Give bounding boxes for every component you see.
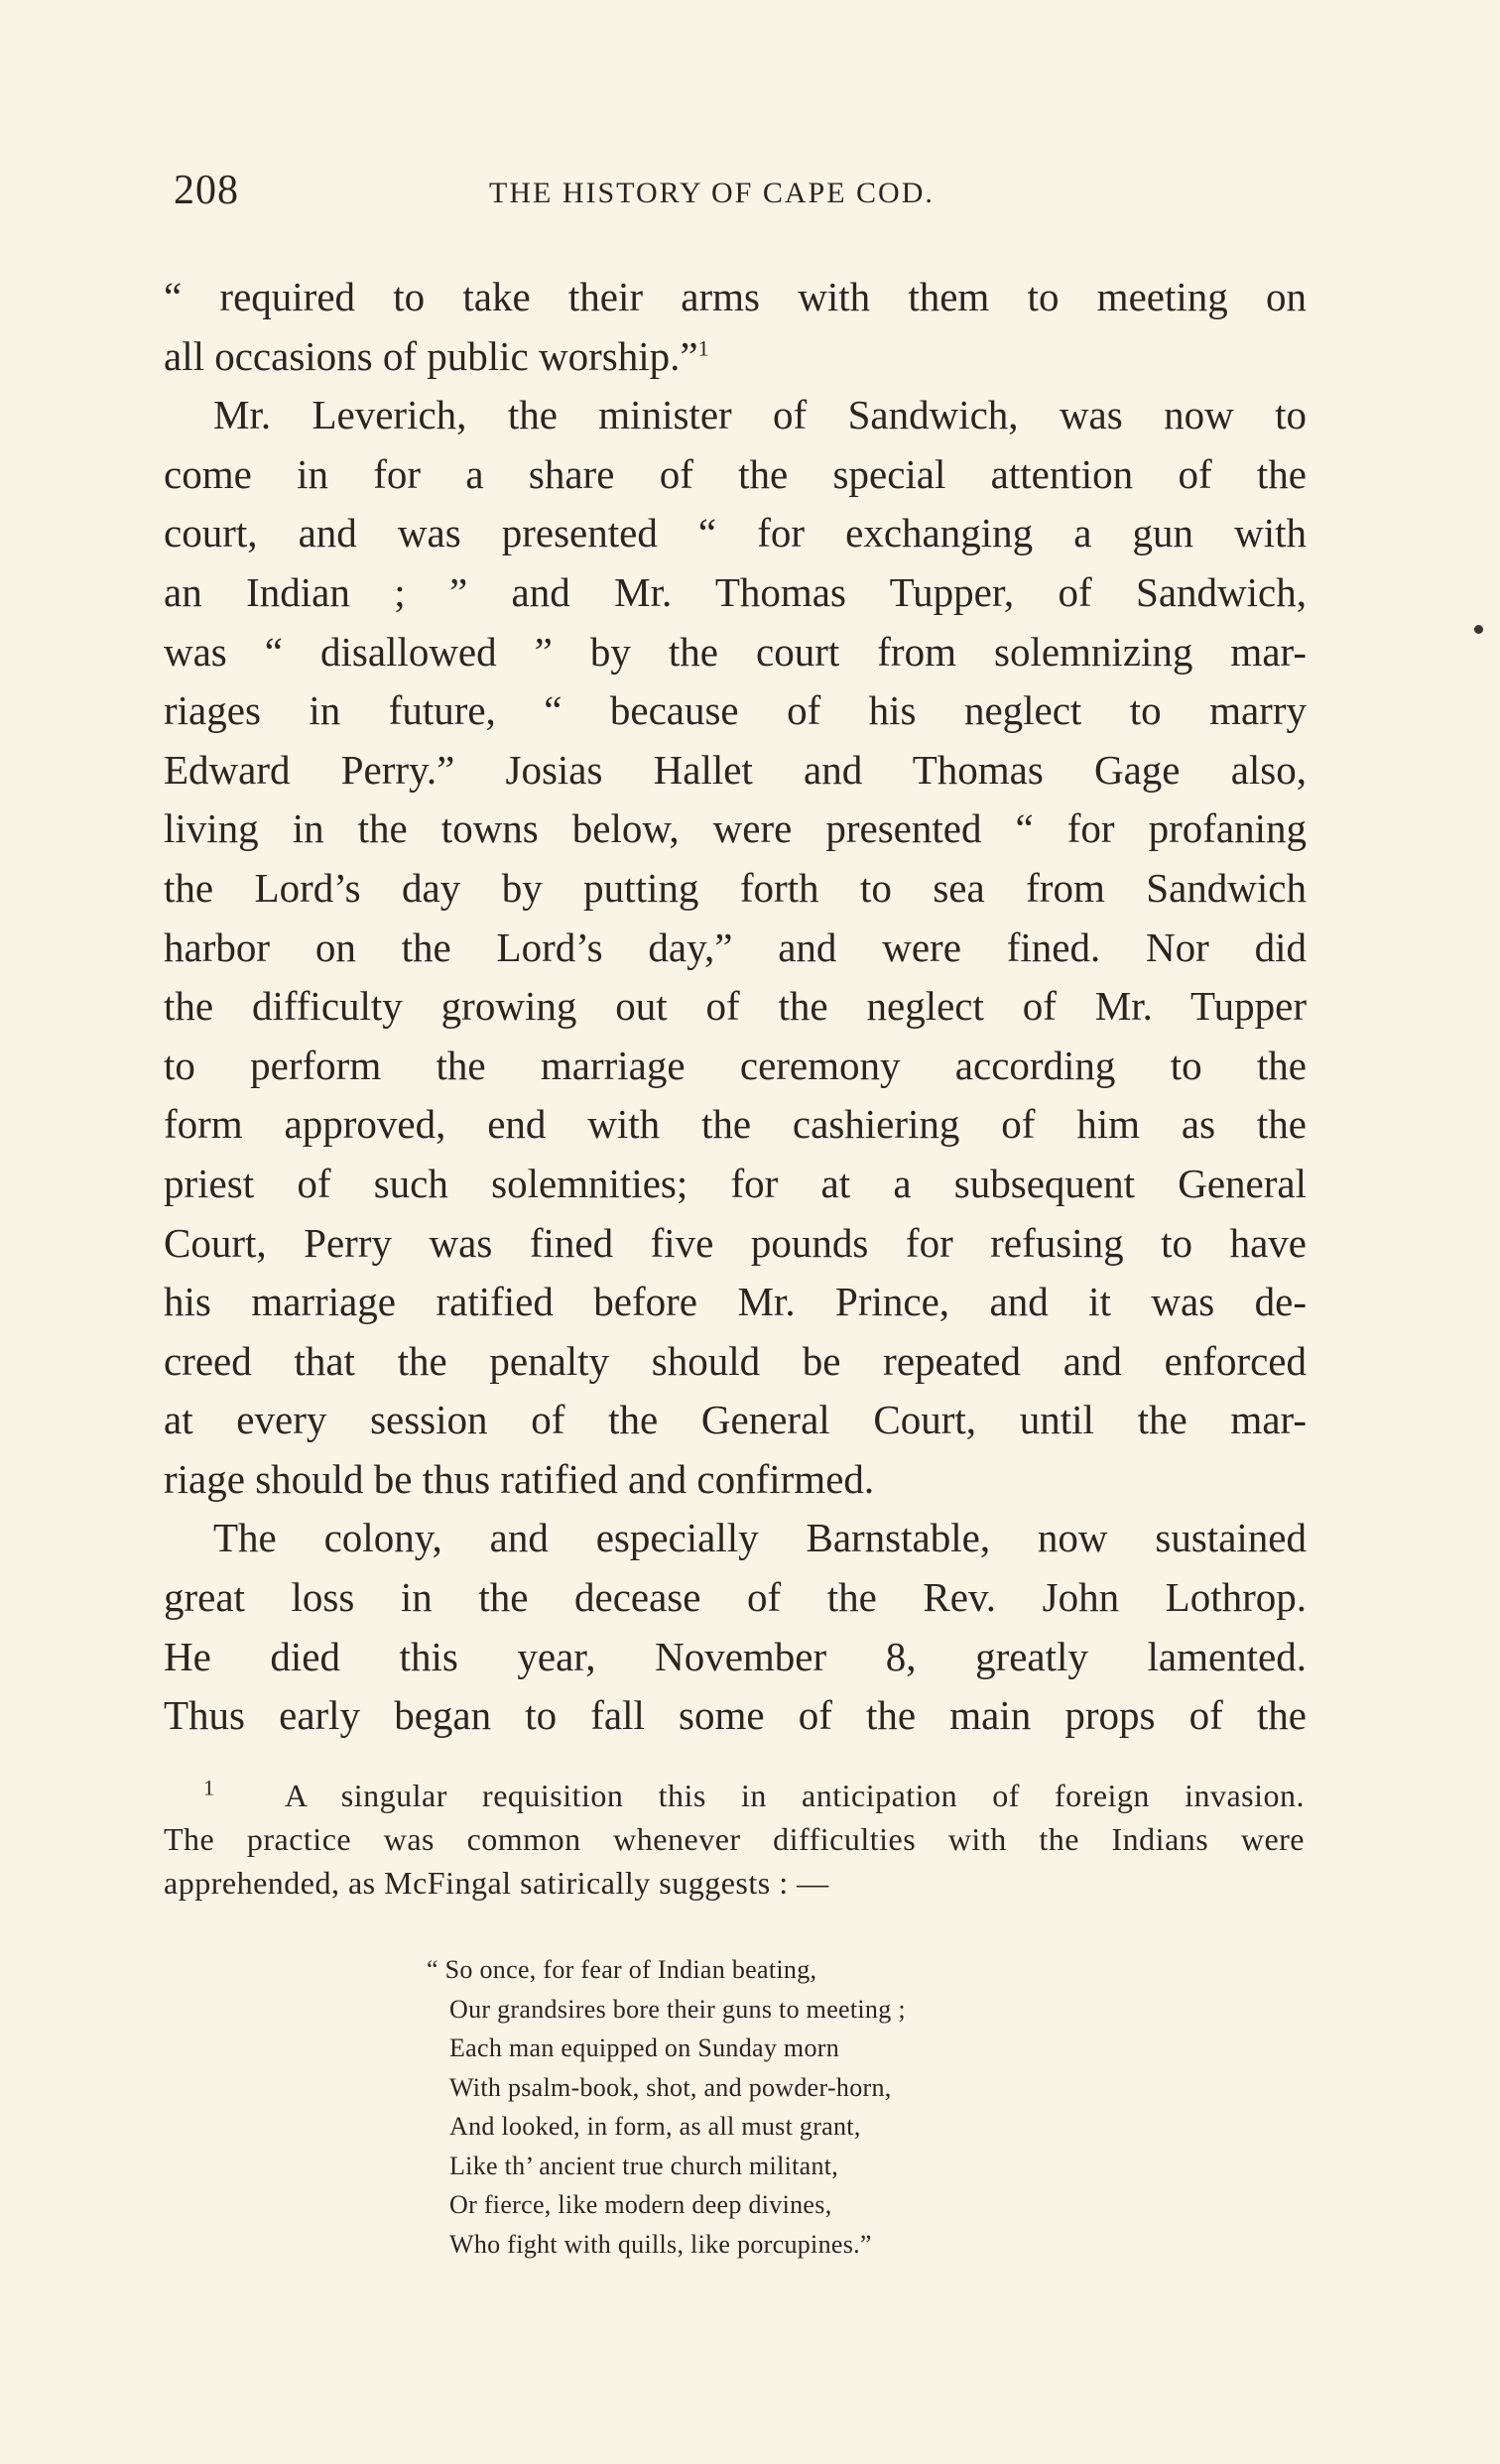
poem-line: Or fierce, like modern deep divines, — [449, 2190, 832, 2219]
body-line: He died this year, November 8, greatly lamented. — [164, 1633, 1307, 1679]
body-line: Edward Perry.” Josias Hallet and Thomas Gage also, — [164, 746, 1307, 793]
ink-speck — [1474, 625, 1483, 634]
footnote — [164, 1774, 1305, 1905]
body-line: living in the towns below, were presented “ for profaning — [164, 805, 1307, 852]
poem-line: And looked, in form, as all must grant, — [449, 2112, 861, 2141]
footnote-text: A singular requisition this in anticipation of foreign invasion. — [284, 1778, 1306, 1813]
body-line: The colony, and especially Barnstable, now sustained — [213, 1515, 1307, 1561]
body-line: Mr. Leverich, the minister of Sandwich, was now to — [213, 392, 1307, 438]
running-head: THE HISTORY OF CAPE COD. — [489, 177, 935, 209]
poem-line: Our grandsires bore their guns to meeting ; — [449, 1994, 906, 2024]
footnote-marker: 1 — [203, 1775, 215, 1800]
body-line: riages in future, “ because of his neglect to marry — [164, 687, 1307, 734]
poem-line: “ So once, for fear of Indian beating, — [427, 1955, 817, 1984]
footnote-line — [164, 1774, 1305, 1817]
body-line: harbor on the Lord’s day,” and were fined. Nor did — [164, 924, 1307, 970]
body-line: an Indian ; ” and Mr. Thomas Tupper, of Sandwich, — [164, 568, 1307, 615]
body-line: his marriage ratified before Mr. Prince, and it was de- — [164, 1279, 1307, 1325]
body-line: court, and was presented “ for exchanging a gun with — [164, 510, 1307, 556]
body-line: great loss in the decease of the Rev. John Lothrop. — [164, 1574, 1307, 1621]
body-line: come in for a share of the special attention of the — [164, 450, 1307, 497]
body-line — [164, 327, 1307, 387]
footnote-reference: 1 — [697, 334, 709, 360]
body-line: creed that the penalty should be repeated and enforced — [164, 1337, 1307, 1384]
page-header — [174, 167, 1310, 226]
body-line: riage should be thus ratified and confirmed. — [164, 1455, 875, 1502]
body-line: at every session of the General Court, until the mar- — [164, 1397, 1307, 1443]
footnote-poem — [427, 1950, 1121, 2264]
poem-line: Each man equipped on Sunday morn — [449, 2033, 840, 2062]
body-line: priest of such solemnities; for at a subsequent General — [164, 1160, 1307, 1206]
body-line: form approved, end with the cashiering of him as the — [164, 1101, 1307, 1148]
poem-line: Who fight with quills, like porcupines.” — [449, 2229, 872, 2259]
footnote-line: The practice was common whenever difficulties with the Indians were — [164, 1821, 1305, 1857]
poem-line: Like th’ ancient true church militant, — [449, 2151, 839, 2180]
poem-line: With psalm-book, shot, and powder-horn, — [449, 2072, 892, 2102]
body-line: “ required to take their arms with them to meeting on — [164, 274, 1307, 319]
body-line: to perform the marriage ceremony according to the — [164, 1042, 1307, 1088]
body-line: Thus early began to fall some of the main props of the — [164, 1692, 1307, 1739]
body-line: the Lord’s day by putting forth to sea from Sandwich — [164, 864, 1307, 911]
body-text — [164, 268, 1307, 1746]
body-line-text: all occasions of public worship.” — [164, 332, 698, 379]
body-line: Court, Perry was fined five pounds for refusing to have — [164, 1219, 1307, 1266]
footnote-line: apprehended, as McFingal satirically suggests : — — [164, 1865, 829, 1901]
page-number: 208 — [174, 168, 239, 213]
body-line: was “ disallowed ” by the court from solemnizing mar- — [164, 628, 1307, 675]
body-line: the difficulty growing out of the neglect of Mr. Tupper — [164, 983, 1307, 1030]
